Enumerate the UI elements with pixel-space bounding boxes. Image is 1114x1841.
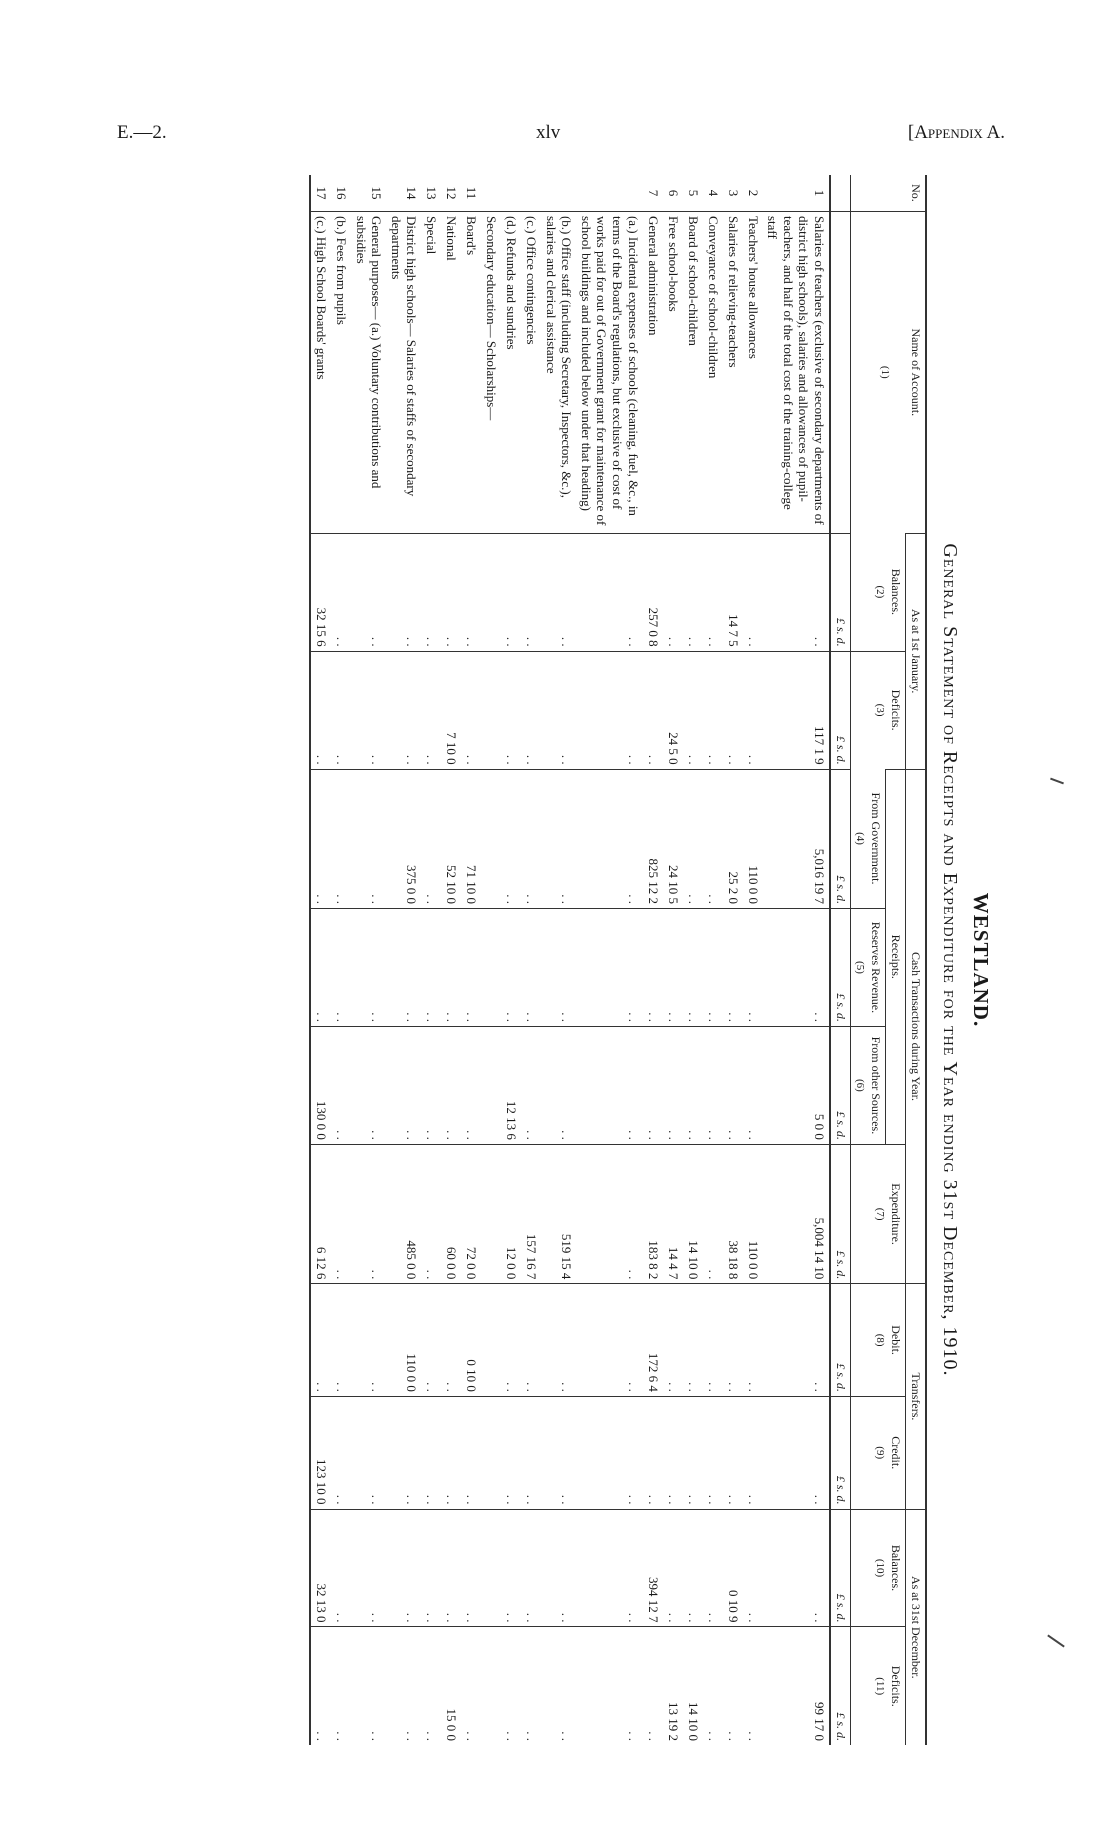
cell-gov: . . (703, 769, 723, 908)
cell-oth: . . (421, 1026, 441, 1144)
cell-bal2: . . (743, 1509, 763, 1627)
cell-oth: . . (331, 1026, 351, 1144)
table-row (663, 175, 683, 1745)
cell-bal2: . . (331, 1509, 351, 1627)
cell-def2: 99 17 0 (763, 1627, 830, 1745)
cell-deb: . . (331, 1284, 351, 1397)
account-name: (b.) Fees from pupils (331, 211, 351, 533)
cell-def2: . . (331, 1627, 351, 1745)
cell-def2: . . (351, 1627, 386, 1745)
cell-oth: . . (683, 1026, 703, 1144)
cell-deb: . . (723, 1284, 743, 1397)
col-debit: Debit. (8) (851, 1284, 906, 1397)
table-row (521, 175, 541, 1745)
statement-title: General Statement of Receipts and Expenditure for the Year ending 31st December, 1910. (939, 543, 961, 1377)
cell-def2: . . (386, 1627, 421, 1745)
cell-oth (481, 1026, 501, 1144)
unit-row: £ s. d. £ s. d. £ s. d. £ s. d. £ s. d. £ s. d. £ s. d. £ s. d. £ s. d. £ s. d. (830, 175, 851, 1745)
account-name: Conveyance of school-children (703, 211, 723, 533)
cell-exp: 38 18 8 (723, 1144, 743, 1283)
table-row (541, 175, 576, 1745)
cell-gov: 24 10 5 (663, 769, 683, 908)
cell-cre: . . (421, 1396, 441, 1509)
col-reserves-revenue: Reserves Revenue. (5) (851, 908, 886, 1026)
cell-def2: . . (521, 1627, 541, 1745)
table-row (461, 175, 481, 1745)
cell-deb: . . (576, 1284, 642, 1397)
cell-gov: . . (331, 769, 351, 908)
table-row (481, 175, 501, 1745)
table-row (683, 175, 703, 1745)
cell-gov: . . (576, 769, 642, 908)
cell-def: . . (421, 651, 441, 769)
row-number: 17 (310, 175, 331, 211)
cell-bal2: . . (703, 1509, 723, 1627)
cell-deb: . . (763, 1284, 830, 1397)
cell-res: . . (521, 908, 541, 1026)
cell-res: . . (541, 908, 576, 1026)
table-row (421, 175, 441, 1745)
account-name: (b.) Office staff (including Secretary, Inspectors, &c.), salaries and clerical assistance (541, 211, 576, 533)
cell-res: . . (763, 908, 830, 1026)
cell-bal2: 394 12 7 (643, 1509, 663, 1627)
cell-exp: 14 10 0 (683, 1144, 703, 1283)
cell-cre: . . (763, 1396, 830, 1509)
cell-cre (481, 1396, 501, 1509)
cell-deb: . . (310, 1284, 331, 1397)
col-deficits: Deficits. (3) (851, 651, 906, 769)
cell-def: . . (743, 651, 763, 769)
cell-exp: 60 0 0 (441, 1144, 461, 1283)
region-title: WESTLAND. (969, 892, 993, 1028)
rotated-table-sheet (125, 165, 1005, 1755)
page-header (0, 122, 1114, 152)
cell-oth: . . (576, 1026, 642, 1144)
account-name: General administration (643, 211, 663, 533)
cell-bal2: . . (541, 1509, 576, 1627)
table-row (703, 175, 723, 1745)
cell-def2: . . (723, 1627, 743, 1745)
cell-bal2: . . (461, 1509, 481, 1627)
cell-exp: 5,004 14 10 (763, 1144, 830, 1283)
cell-gov: 71 10 0 (461, 769, 481, 908)
cell-def2: . . (643, 1627, 663, 1745)
cell-gov: 825 12 2 (643, 769, 663, 908)
cell-gov: 110 0 0 (743, 769, 763, 908)
cell-gov: . . (310, 769, 331, 908)
cell-def2: . . (421, 1627, 441, 1745)
cell-exp: 485 0 0 (386, 1144, 421, 1283)
row-number: 13 (424, 186, 440, 200)
cell-exp: . . (331, 1144, 351, 1283)
cell-bal2: . . (386, 1509, 421, 1627)
cell-def: . . (351, 651, 386, 769)
cell-def: 117 1 9 (763, 651, 830, 769)
cell-res: . . (441, 908, 461, 1026)
cell-bal2: . . (576, 1509, 642, 1627)
cell-bal2: . . (521, 1509, 541, 1627)
cell-bal: . . (683, 533, 703, 651)
cell-bal2: . . (441, 1509, 461, 1627)
cell-res (481, 908, 501, 1026)
cell-bal: . . (441, 533, 461, 651)
col-group-receipts: Receipts. (886, 769, 906, 1144)
table-row (723, 175, 743, 1745)
table-row (310, 175, 331, 1745)
cell-bal2: 0 10 9 (723, 1509, 743, 1627)
cell-def: 7 10 0 (441, 651, 461, 769)
cell-def2: 13 19 2 (663, 1627, 683, 1745)
cell-oth: . . (441, 1026, 461, 1144)
cell-cre: . . (743, 1396, 763, 1509)
cell-exp (481, 1144, 501, 1283)
cell-oth: 5 0 0 (763, 1026, 830, 1144)
col-group-transfers: Transfers. (906, 1284, 927, 1509)
cell-deb: . . (351, 1284, 386, 1397)
account-name: Salaries of teachers (exclusive of secondary departments of district high schools), salaries and allowances of pupil-teachers, and half of the total cost of the training-college staff (763, 211, 830, 533)
cell-oth: . . (351, 1026, 386, 1144)
row-number: 15 (369, 186, 385, 200)
cell-def: . . (521, 651, 541, 769)
cell-cre: . . (703, 1396, 723, 1509)
cell-def (481, 651, 501, 769)
cell-def: . . (310, 651, 331, 769)
col-group-cash: Cash Transactions during Year. (906, 769, 927, 1284)
cell-deb: . . (683, 1284, 703, 1397)
cell-oth: . . (643, 1026, 663, 1144)
cell-bal2: . . (421, 1509, 441, 1627)
cell-deb: . . (541, 1284, 576, 1397)
cell-res: . . (461, 908, 481, 1026)
table-row (331, 175, 351, 1745)
cell-cre: . . (521, 1396, 541, 1509)
cell-deb: . . (421, 1284, 441, 1397)
cell-res: . . (723, 908, 743, 1026)
cell-bal: . . (501, 533, 521, 651)
cell-res: . . (663, 908, 683, 1026)
cell-deb: 110 0 0 (386, 1284, 421, 1397)
cell-def2: 14 10 0 (683, 1627, 703, 1745)
cell-cre: . . (723, 1396, 743, 1509)
col-credit: Credit. (9) (851, 1396, 906, 1509)
account-name: Special (421, 211, 441, 533)
cell-res: . . (501, 908, 521, 1026)
cell-gov: . . (541, 769, 576, 908)
cell-deb: . . (441, 1284, 461, 1397)
cell-exp: 6 12 6 (310, 1144, 331, 1283)
cell-oth: . . (703, 1026, 723, 1144)
table-row (441, 175, 461, 1745)
cell-bal2 (481, 1509, 501, 1627)
cell-deb: . . (743, 1284, 763, 1397)
cell-res: . . (576, 908, 642, 1026)
row-number (481, 175, 501, 211)
cell-bal: . . (421, 533, 441, 651)
cell-bal2: . . (663, 1509, 683, 1627)
cell-bal2: . . (683, 1509, 703, 1627)
row-number: 6 (665, 189, 681, 197)
cell-exp: 157 16 7 (521, 1144, 541, 1283)
cell-def2: . . (461, 1627, 481, 1745)
cell-gov: 5,016 19 7 (763, 769, 830, 908)
row-number (501, 175, 521, 211)
cell-bal: . . (541, 533, 576, 651)
cell-exp: 519 15 4 (541, 1144, 576, 1283)
row-number: 2 (745, 189, 761, 197)
cell-gov: . . (521, 769, 541, 908)
cell-deb: 0 10 0 (461, 1284, 481, 1397)
row-number: 16 (334, 186, 350, 200)
cell-def: 24 5 0 (663, 651, 683, 769)
col-account: Name of Account. (1) (851, 211, 927, 533)
cell-deb: . . (663, 1284, 683, 1397)
cell-def: . . (703, 651, 723, 769)
cell-deb: . . (703, 1284, 723, 1397)
table-row (643, 175, 663, 1745)
row-number: 3 (725, 189, 741, 197)
cell-res: . . (386, 908, 421, 1026)
cell-def2: . . (576, 1627, 642, 1745)
margin-mark (1047, 1634, 1065, 1647)
cell-def: . . (501, 651, 521, 769)
col-group-jan: As at 1st January. (906, 533, 927, 769)
table-row (501, 175, 521, 1745)
cell-cre: . . (683, 1396, 703, 1509)
cell-res: . . (310, 908, 331, 1026)
cell-bal2: 32 13 0 (310, 1509, 331, 1627)
cell-res: . . (421, 908, 441, 1026)
cell-res: . . (331, 908, 351, 1026)
cell-deb (481, 1284, 501, 1397)
row-number: 1 (812, 189, 827, 197)
cell-bal: . . (521, 533, 541, 651)
cell-def: . . (643, 651, 663, 769)
cell-cre: . . (643, 1396, 663, 1509)
cell-cre: . . (351, 1396, 386, 1509)
cell-deb: . . (501, 1284, 521, 1397)
cell-res: . . (703, 908, 723, 1026)
report-code: E.—2. (117, 122, 167, 143)
cell-def2: . . (501, 1627, 521, 1745)
row-number (541, 175, 576, 211)
col-expenditure: Expenditure. (7) (851, 1144, 906, 1283)
cell-def: . . (331, 651, 351, 769)
cell-def2: . . (310, 1627, 331, 1745)
account-name: Salaries of relieving-teachers (723, 211, 743, 533)
col-other-sources: From other Sources. (6) (851, 1026, 886, 1144)
account-name: District high schools— Salaries of staffs of secondary departments (386, 211, 421, 533)
col-balances-dec: Balances. (10) (851, 1509, 906, 1627)
cell-bal: . . (576, 533, 642, 651)
cell-oth: . . (663, 1026, 683, 1144)
cell-gov: 25 2 0 (723, 769, 743, 908)
col-no: No. (851, 175, 927, 211)
cell-exp: . . (576, 1144, 642, 1283)
cell-def2: 15 0 0 (441, 1627, 461, 1745)
cell-bal2: . . (763, 1509, 830, 1627)
col-from-government: From Government. (4) (851, 769, 886, 908)
cell-oth: 130 0 0 (310, 1026, 331, 1144)
cell-cre: 123 10 0 (310, 1396, 331, 1509)
margin-mark (1050, 778, 1064, 785)
cell-def: . . (461, 651, 481, 769)
row-number: 4 (705, 189, 721, 197)
cell-def2 (481, 1627, 501, 1745)
cell-res: . . (683, 908, 703, 1026)
cell-bal: . . (743, 533, 763, 651)
row-number: 12 (444, 186, 460, 200)
account-name: Board's (461, 211, 481, 533)
cell-oth: . . (723, 1026, 743, 1144)
cell-bal: . . (703, 533, 723, 651)
row-number (576, 175, 642, 211)
table-row (763, 175, 830, 1745)
col-balances: Balances. (2) (851, 533, 906, 651)
cell-gov: . . (501, 769, 521, 908)
row-number (521, 175, 541, 211)
table-row (743, 175, 763, 1745)
account-name: (a.) Incidental expenses of schools (cleaning, fuel, &c., in terms of the Board's regulations, but exclusive of cost of works paid for out of Government grant for maintenance of school buildings and included below under that heading) (576, 211, 642, 533)
cell-exp: 12 0 0 (501, 1144, 521, 1283)
cell-cre: . . (331, 1396, 351, 1509)
table-row (351, 175, 386, 1745)
cell-oth: . . (386, 1026, 421, 1144)
row-number: 7 (645, 189, 661, 197)
cell-gov: 375 0 0 (386, 769, 421, 908)
cell-oth: . . (521, 1026, 541, 1144)
cell-exp: . . (421, 1144, 441, 1283)
cell-bal: 32 15 6 (310, 533, 331, 651)
account-name: (c.) Office contingencies (521, 211, 541, 533)
cell-bal (481, 533, 501, 651)
page-number: xlv (536, 122, 561, 143)
statement-table (309, 175, 927, 1745)
col-group-dec: As at 31st December. (906, 1509, 927, 1745)
cell-res: . . (351, 908, 386, 1026)
cell-bal: 257 0 8 (643, 533, 663, 651)
cell-cre: . . (461, 1396, 481, 1509)
cell-bal: . . (331, 533, 351, 651)
cell-bal: . . (351, 533, 386, 651)
cell-deb: 172 6 4 (643, 1284, 663, 1397)
cell-bal2: . . (501, 1509, 521, 1627)
cell-exp: 14 4 7 (663, 1144, 683, 1283)
table-row (576, 175, 642, 1745)
cell-exp: . . (351, 1144, 386, 1283)
table-row (386, 175, 421, 1745)
account-name: Teachers' house allowances (743, 211, 763, 533)
cell-res: . . (743, 908, 763, 1026)
cell-cre: . . (441, 1396, 461, 1509)
cell-cre: . . (501, 1396, 521, 1509)
cell-def: . . (576, 651, 642, 769)
cell-res: . . (643, 908, 663, 1026)
cell-def2: . . (743, 1627, 763, 1745)
cell-cre: . . (663, 1396, 683, 1509)
cell-bal2: . . (351, 1509, 386, 1627)
cell-def: . . (386, 651, 421, 769)
cell-def: . . (541, 651, 576, 769)
cell-bal: 14 7 5 (723, 533, 743, 651)
cell-oth: . . (541, 1026, 576, 1144)
cell-cre: . . (386, 1396, 421, 1509)
cell-cre: . . (576, 1396, 642, 1509)
cell-gov: . . (351, 769, 386, 908)
cell-bal: . . (763, 533, 830, 651)
row-number: 5 (685, 189, 701, 197)
account-name: General purposes— (a.) Voluntary contributions and subsidies (351, 211, 386, 533)
cell-deb: . . (521, 1284, 541, 1397)
account-name: Secondary education— Scholarships— (481, 211, 501, 533)
account-name: Free school-books (663, 211, 683, 533)
cell-bal: . . (386, 533, 421, 651)
cell-gov: 52 10 0 (441, 769, 461, 908)
cell-gov: . . (421, 769, 441, 908)
cell-def: . . (683, 651, 703, 769)
cell-oth: . . (461, 1026, 481, 1144)
cell-gov: . . (683, 769, 703, 908)
row-number: 14 (404, 186, 420, 200)
cell-exp: 72 0 0 (461, 1144, 481, 1283)
cell-gov (481, 769, 501, 908)
account-name: Board of school-children (683, 211, 703, 533)
cell-bal: . . (663, 533, 683, 651)
cell-exp: 110 0 0 (743, 1144, 763, 1283)
account-name: (c.) High School Boards' grants (310, 211, 331, 533)
appendix-label: [Appendix A. (907, 122, 1005, 143)
cell-def: . . (723, 651, 743, 769)
cell-oth: . . (743, 1026, 763, 1144)
cell-bal: . . (461, 533, 481, 651)
cell-exp: 183 8 2 (643, 1144, 663, 1283)
account-name: National (441, 211, 461, 533)
cell-cre: . . (541, 1396, 576, 1509)
row-number: 11 (464, 186, 480, 200)
cell-exp: . . (703, 1144, 723, 1283)
account-name: (d.) Refunds and sundries (501, 211, 521, 533)
cell-def2: . . (541, 1627, 576, 1745)
cell-def2: . . (703, 1627, 723, 1745)
col-deficits-dec: Deficits. (11) (851, 1627, 906, 1745)
cell-oth: 12 13 6 (501, 1026, 521, 1144)
